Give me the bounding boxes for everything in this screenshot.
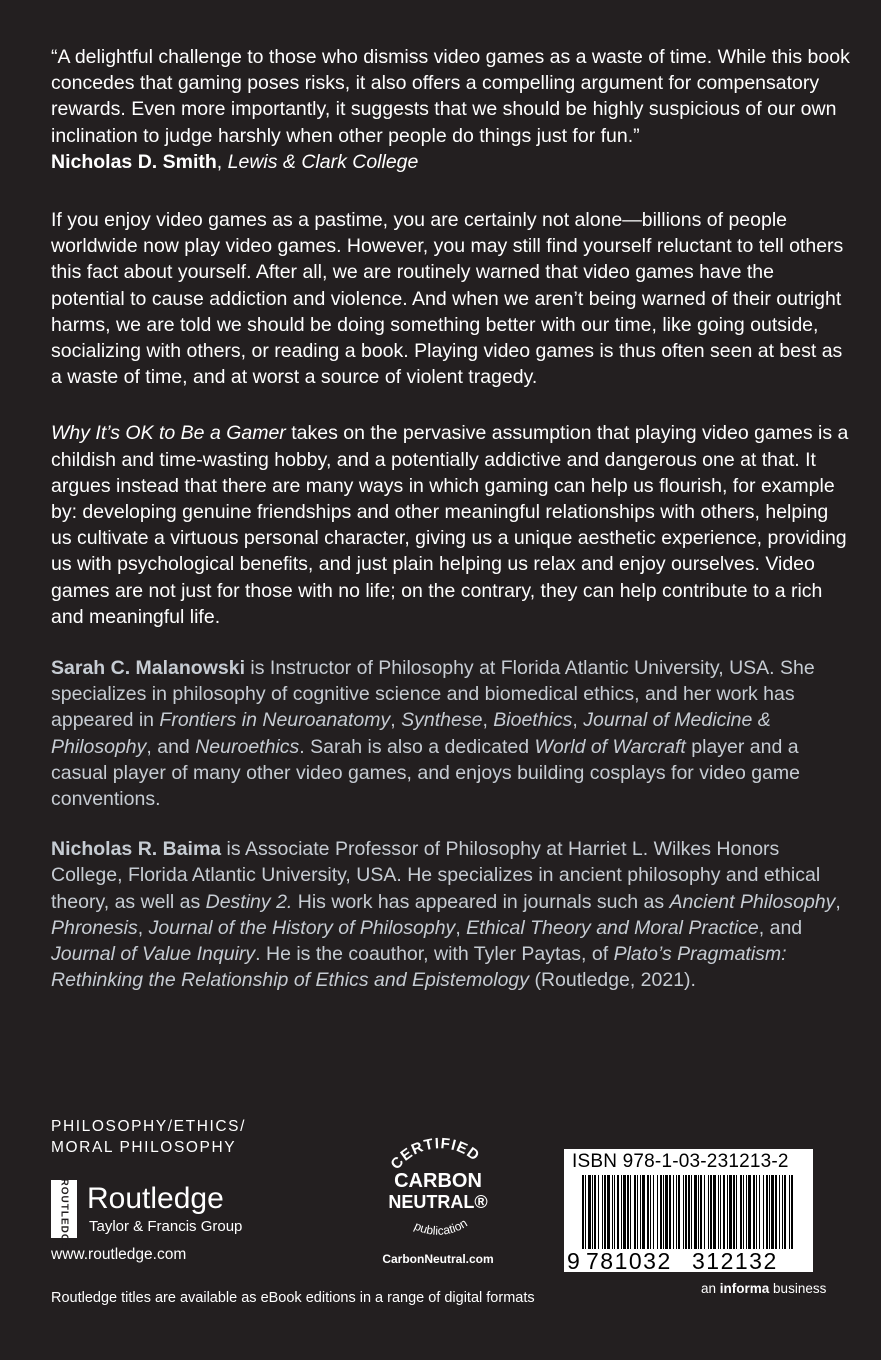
- barcode-bar: [763, 1175, 764, 1249]
- svg-text:NEUTRAL®: NEUTRAL®: [388, 1192, 488, 1212]
- barcode-bar: [775, 1175, 777, 1249]
- ebook-notice: Routledge titles are available as eBook editions in a range of digital formats: [51, 1290, 535, 1306]
- barcode-bar: [602, 1175, 603, 1249]
- barcode-bar: [627, 1175, 629, 1249]
- barcode-bar: [691, 1175, 692, 1249]
- barcode-bar: [748, 1175, 751, 1249]
- barcode-bar: [720, 1175, 721, 1249]
- barcode-bar: [688, 1175, 690, 1249]
- routledge-icon: ROUTLEDGE: [51, 1180, 77, 1238]
- barcode-bar: [746, 1175, 747, 1249]
- description-paragraph-2: Why It’s OK to Be a Gamer takes on the pervasive assumption that playing video games is a childish and time-wasting hobby, and a potentially addictive and dangerous one at that. It argues instead that there are many ways in which gaming can help us flourish, for example by: developing genuine friendships and other meaningful relationships with others, helping us cultivate a virtuous personal character, giving us a unique aesthetic experience, providing us with psychological benefits, and just plain helping us relax and enjoy ourselves. Video games are not just for those with no life; on the contrary, they can help contribute to a rich and meaningful life.: [51, 422, 849, 628]
- svg-text:CERTIFIED: CERTIFIED: [387, 1135, 483, 1173]
- barcode-bar: [669, 1175, 671, 1249]
- author-name-2: Nicholas R. Baima: [51, 838, 222, 861]
- informa-tagline: an informa business: [701, 1281, 827, 1296]
- barcode-bar: [756, 1175, 757, 1249]
- publisher-name: Routledge: [87, 1182, 224, 1215]
- publisher-website: www.routledge.com: [51, 1246, 187, 1263]
- barcode-bar: [623, 1175, 626, 1249]
- barcode-bar: [585, 1175, 586, 1249]
- barcode-bar: [729, 1175, 732, 1249]
- barcode-bar: [694, 1175, 697, 1249]
- barcode-bar: [727, 1175, 728, 1249]
- endorsement-attribution: Nicholas D. Smith, Lewis & Clark College: [51, 150, 419, 173]
- barcode-bar: [657, 1175, 658, 1249]
- barcode-bar: [789, 1175, 790, 1249]
- publisher-group: Taylor & Francis Group: [89, 1218, 243, 1235]
- barcode-bar: [598, 1175, 599, 1249]
- barcode-bar: [698, 1175, 699, 1249]
- barcode-bar: [710, 1175, 712, 1249]
- barcode-bar: [653, 1175, 654, 1249]
- carbon-neutral-logo: [368, 1124, 508, 1274]
- barcode-bar: [723, 1175, 725, 1249]
- svg-text:CARBON: CARBON: [394, 1170, 482, 1192]
- barcode-bar: [660, 1175, 662, 1249]
- barcode-bar: [607, 1175, 610, 1249]
- barcode-bar: [630, 1175, 631, 1249]
- routledge-logo: [51, 1178, 281, 1251]
- barcode-bar: [647, 1175, 649, 1249]
- svg-text:publication: publication: [412, 1215, 470, 1238]
- barcode-bar: [791, 1175, 793, 1249]
- barcode-bar: [612, 1175, 613, 1249]
- author-bio-1: Sarah C. Malanowski is Instructor of Philosophy at Florida Atlantic University, USA. She specializes in philosophy of cognitive science and biomedical ethics, and her work has appeared in Frontiers in Neuroanatomy, Synthese, Bioethics, Journal of Medicine & Philosophy, and Neuroethics. Sarah is also a dedicated World of Warcraft player and a casual player of many other video games, and enjoys building cosplays for video game conventions.: [51, 657, 815, 811]
- barcode-bar: [713, 1175, 716, 1249]
- barcode-bar: [594, 1175, 596, 1249]
- barcode-bar: [663, 1175, 664, 1249]
- barcode-bar: [592, 1175, 593, 1249]
- carbon-neutral-url: CarbonNeutral.com: [382, 1252, 494, 1266]
- barcode-bar: [736, 1175, 737, 1249]
- barcode-bar: [617, 1175, 619, 1249]
- endorser-affiliation: Lewis & Clark College: [227, 150, 419, 173]
- barcode-bar: [769, 1175, 770, 1249]
- barcode-bar: [708, 1175, 709, 1249]
- barcode-bar: [753, 1175, 755, 1249]
- endorsement-quote: “A delightful challenge to those who dismiss video games as a waste of time. While this book concedes that gaming poses risks, it also offers a compelling argument for compensatory rewards. Even more importantly, it suggests that we should be highly suspicious of our own inclination to judge harshly when other people do things just for fun.”: [51, 46, 850, 147]
- barcode-bar: [743, 1175, 744, 1249]
- barcode-bar: [700, 1175, 702, 1249]
- barcode-bar: [685, 1175, 687, 1249]
- isbn-barcode: ISBN 978-1-03-231213-2 9 781032 312132: [564, 1149, 813, 1272]
- endorser-name: Nicholas D. Smith: [51, 150, 217, 173]
- barcode-bar: [665, 1175, 668, 1249]
- barcode-bar: [683, 1175, 684, 1249]
- barcode-bar: [588, 1175, 591, 1249]
- barcode-bar: [779, 1175, 780, 1249]
- barcode-bar: [642, 1175, 645, 1249]
- barcode-bar: [784, 1175, 786, 1249]
- description-paragraph-1: If you enjoy video games as a pastime, you are certainly not alone—billions of people worldwide now play video games. However, you may still find yourself reluctant to tell others this fact about yourself. After all, we are routinely warned that video games have the potential to cause addiction and violence. And when we aren’t being warned of their outright harms, we are told we should be doing something better with our time, like going outside, socializing with others, or reading a book. Playing video games is thus often seen at best as a waste of time, and at worst a source of violent tragedy.: [51, 209, 844, 389]
- barcode-bar: [678, 1175, 680, 1249]
- barcode-bar: [740, 1175, 742, 1249]
- barcode-bar: [771, 1175, 774, 1249]
- barcode-bar: [634, 1175, 636, 1249]
- barcode-bar: [766, 1175, 768, 1249]
- barcode-bar: [650, 1175, 651, 1249]
- barcode-bars: [582, 1175, 796, 1249]
- author-name-1: Sarah C. Malanowski: [51, 657, 245, 680]
- barcode-bar: [621, 1175, 622, 1249]
- barcode-bar: [704, 1175, 705, 1249]
- barcode-bar: [640, 1175, 641, 1249]
- carbon-neutral-emblem: [368, 1124, 508, 1254]
- barcode-bar: [614, 1175, 615, 1249]
- isbn-number: ISBN 978-1-03-231213-2: [572, 1151, 789, 1172]
- barcode-bar: [782, 1175, 783, 1249]
- author-bio-2: Nicholas R. Baima is Associate Professor of Philosophy at Harriet L. Wilkes Honors College, Florida Atlantic University, USA. He specializes in ancient philosophy and ethical theory, as well as Destiny 2. His work has appeared in journals such as Ancient Philosophy, Phronesis, Journal of the History of Philosophy, Ethical Theory and Moral Practice, and Journal of Value Inquiry. He is the coauthor, with Tyler Paytas, of Plato’s Pragmatism: Rethinking the Relationship of Ethics and Epistemology (Routledge, 2021).: [51, 838, 841, 992]
- barcode-bar: [604, 1175, 606, 1249]
- barcode-bar: [673, 1175, 674, 1249]
- barcode-bar: [718, 1175, 719, 1249]
- barcode-bar: [582, 1175, 584, 1249]
- back-cover-text: [51, 44, 851, 994]
- barcode-bar: [733, 1175, 735, 1249]
- barcode-bar: [759, 1175, 760, 1249]
- barcode-bar: [637, 1175, 638, 1249]
- subject-category: PHILOSOPHY/ETHICS/ MORAL PHILOSOPHY: [51, 1118, 247, 1156]
- book-title: Why It’s OK to Be a Gamer: [51, 422, 286, 445]
- barcode-bar: [676, 1175, 677, 1249]
